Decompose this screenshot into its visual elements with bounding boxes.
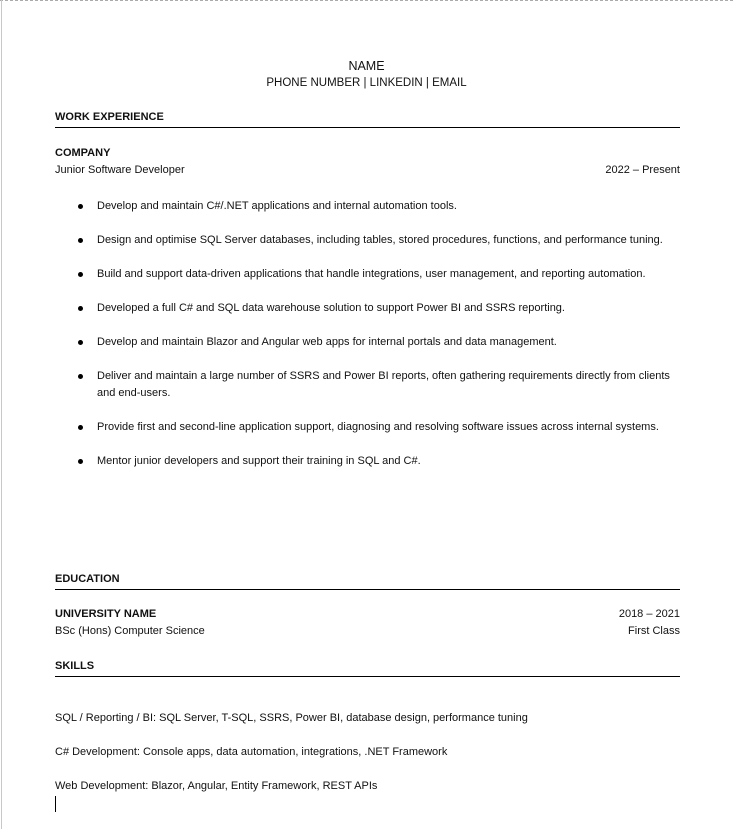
bullet-icon	[78, 204, 83, 209]
text-cursor	[55, 796, 56, 812]
company-name[interactable]: COMPANY	[55, 147, 111, 159]
company-row	[55, 147, 680, 159]
university-row	[55, 608, 680, 620]
job-dates[interactable]: 2022 – Present	[605, 164, 680, 176]
bullet-item[interactable]	[78, 300, 680, 317]
job-title[interactable]: Junior Software Developer	[55, 164, 185, 176]
bullet-text: Deliver and maintain a large number of SSRS and Power BI reports, often gathering requirements directly from clients and end-users.	[97, 370, 670, 399]
bullet-item[interactable]	[78, 198, 680, 215]
degree-row	[55, 625, 680, 637]
bullet-text: Develop and maintain Blazor and Angular web apps for internal portals and data management.	[97, 336, 557, 348]
role-row	[55, 164, 680, 176]
bullet-text: Developed a full C# and SQL data warehouse solution to support Power BI and SSRS reporting.	[97, 302, 565, 314]
bullet-item[interactable]	[78, 266, 680, 283]
bullet-text: Provide first and second-line application support, diagnosing and resolving software issues across internal systems.	[97, 421, 659, 433]
bullet-icon	[78, 374, 83, 379]
bullet-text: Build and support data-driven applications that handle integrations, user management, and reporting automation.	[97, 268, 646, 280]
candidate-name[interactable]: NAME	[348, 59, 385, 73]
bullet-icon	[78, 272, 83, 277]
bullet-item[interactable]	[78, 232, 680, 249]
bullet-item[interactable]	[78, 368, 680, 402]
skill-line[interactable]: SQL / Reporting / BI: SQL Server, T-SQL, SSRS, Power BI, database design, performance tuning	[55, 712, 528, 724]
bullet-icon	[78, 425, 83, 430]
page-left-edge	[1, 0, 2, 829]
bullet-icon	[78, 340, 83, 345]
bullet-text: Design and optimise SQL Server databases, including tables, stored procedures, functions, and performance tuning.	[97, 234, 663, 246]
bullet-icon	[78, 459, 83, 464]
bullet-icon	[78, 306, 83, 311]
skills-heading[interactable]: SKILLS	[55, 660, 680, 677]
contact-line[interactable]: PHONE NUMBER | LINKEDIN | EMAIL	[266, 77, 467, 89]
work-experience-heading[interactable]: WORK EXPERIENCE	[55, 111, 680, 128]
bullet-text: Develop and maintain C#/.NET applications and internal automation tools.	[97, 200, 457, 212]
skill-line[interactable]: C# Development: Console apps, data automation, integrations, .NET Framework	[55, 746, 448, 758]
bullet-item[interactable]	[78, 334, 680, 351]
bullet-text: Mentor junior developers and support their training in SQL and C#.	[97, 455, 421, 467]
university-name[interactable]: UNIVERSITY NAME	[55, 608, 157, 620]
bullet-icon	[78, 238, 83, 243]
bullet-item[interactable]	[78, 419, 680, 436]
work-bullets	[78, 198, 680, 487]
skill-line[interactable]: Web Development: Blazor, Angular, Entity Framework, REST APIs	[55, 780, 378, 792]
education-dates[interactable]: 2018 – 2021	[618, 608, 680, 620]
degree[interactable]: BSc (Hons) Computer Science	[55, 625, 205, 637]
page-top-edge	[0, 0, 733, 3]
grade[interactable]: First Class	[628, 625, 680, 637]
education-heading[interactable]: EDUCATION	[55, 573, 680, 590]
bullet-item[interactable]	[78, 453, 680, 470]
